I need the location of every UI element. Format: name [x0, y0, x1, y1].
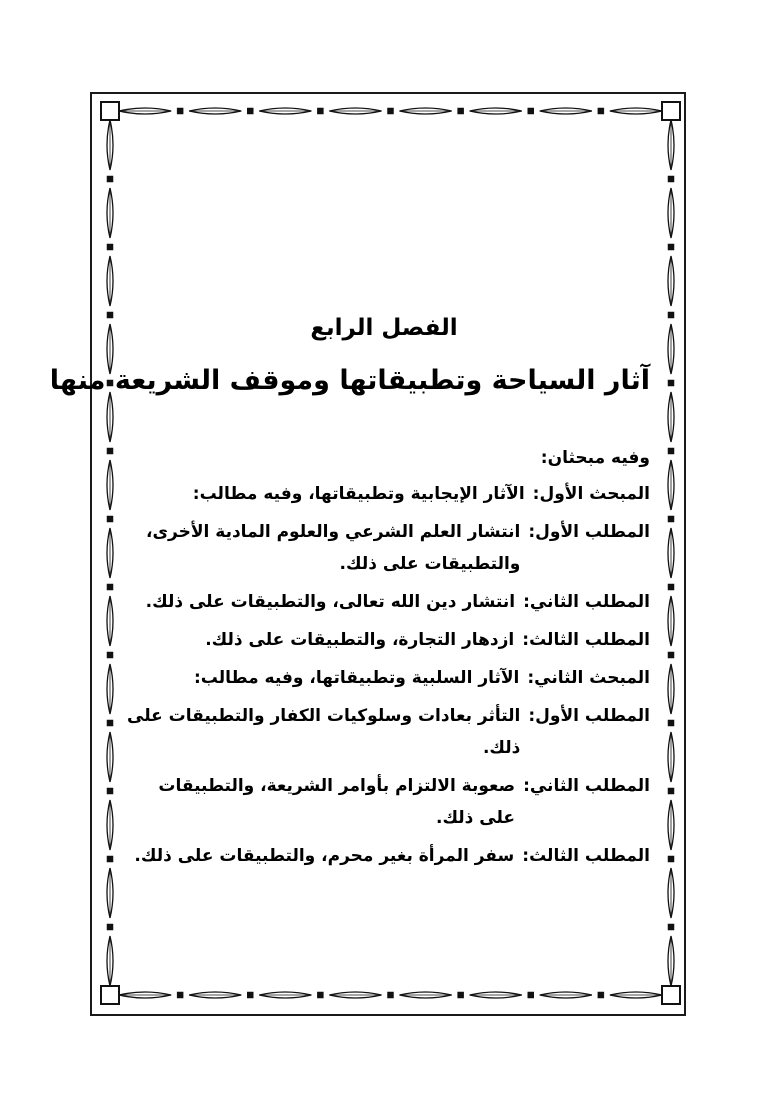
- entry-heading: المطلب الثالث:: [522, 630, 650, 650]
- entry-heading: المطلب الثاني:: [523, 592, 650, 612]
- toc-entry: [118, 700, 650, 764]
- entry-text: التأثر بعادات وسلوكيات الكفار والتطبيقات على ذلك.: [127, 706, 521, 758]
- entry-text: الآثار الإيجابية وتطبيقاتها، وفيه مطالب:: [192, 484, 525, 504]
- entry-heading: المبحث الأول:: [532, 484, 650, 504]
- entry-heading: المبحث الثاني:: [527, 668, 650, 688]
- entry-heading: المطلب الأول:: [528, 706, 650, 726]
- entry-text: انتشار دين الله تعالى، والتطبيقات على ذلك.: [145, 592, 516, 612]
- toc-entry: [118, 662, 650, 694]
- toc-entry: [118, 478, 650, 510]
- entry-heading: المطلب الثاني:: [523, 776, 650, 796]
- entry-heading: المطلب الثالث:: [522, 846, 650, 866]
- entry-text: الآثار السلبية وتطبيقاتها، وفيه مطالب:: [193, 668, 520, 688]
- chapter-label: الفصل الرابع: [310, 315, 458, 341]
- toc-entry: [118, 624, 650, 656]
- entry-continuation: والتطبيقات على ذلك.: [339, 554, 521, 574]
- toc-entry: [118, 516, 650, 580]
- chapter-page: [49, 300, 650, 872]
- entry-heading: المطلب الأول:: [528, 522, 650, 542]
- toc-entry: [118, 840, 650, 872]
- entry-text: ازدهار التجارة، والتطبيقات على ذلك.: [205, 630, 515, 650]
- intro-text: وفيه مبحثان:: [540, 448, 650, 468]
- toc-entry: [118, 770, 650, 834]
- entry-text: انتشار العلم الشرعي والعلوم المادية الأخرى، والتطبيقات على ذلك.: [118, 516, 528, 580]
- chapter-title: آثار السياحة وتطبيقاتها وموقف الشريعة منها: [49, 365, 650, 396]
- entry-text: سفر المرأة بغير محرم، والتطبيقات على ذلك.: [134, 846, 515, 866]
- toc-entry: [118, 586, 650, 618]
- entry-text: صعوبة الالتزام بأوامر الشريعة، والتطبيقات على ذلك.: [158, 776, 516, 828]
